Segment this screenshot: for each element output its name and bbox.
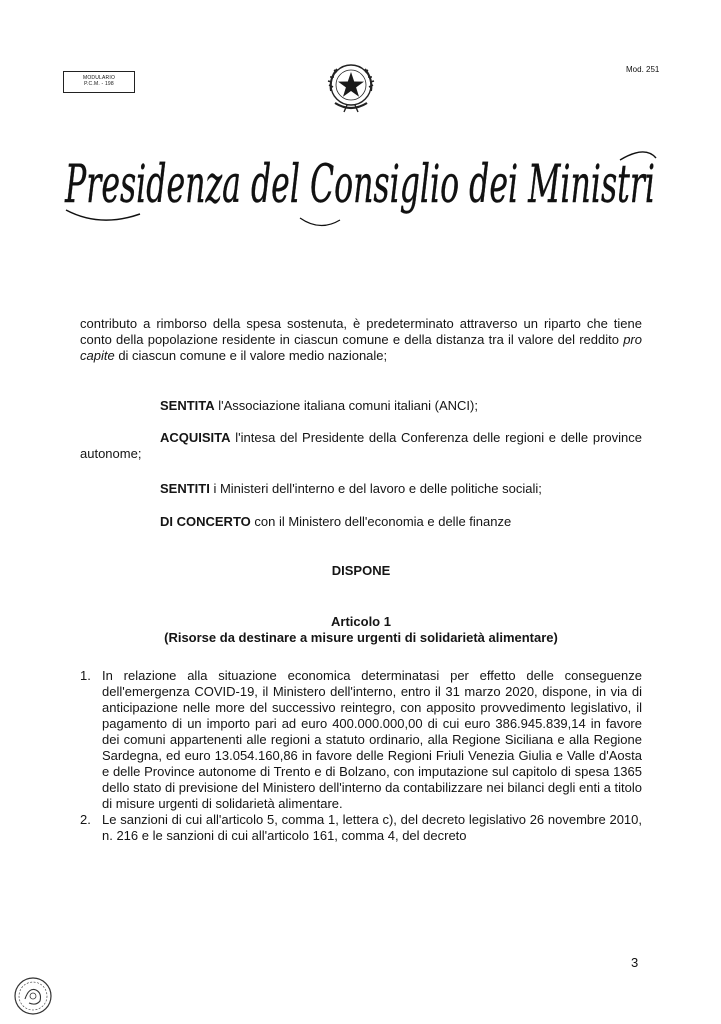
sentiti-text: i Ministeri dell'interno e del lavoro e delle politiche sociali;	[209, 481, 542, 496]
stamp-line-2: P.C.M. - 198	[84, 81, 114, 87]
article-subtitle	[80, 630, 642, 646]
sentita-text: l'Associazione italiana comuni italiani (ANCI);	[214, 398, 478, 413]
item-text: Le sanzioni di cui all'articolo 5, comma 1, lettera c), del decreto legislativo 26 novembre 2010, n. 216 e le sanzioni di cui all'articolo 161, comma 4, del decreto	[102, 812, 642, 843]
item-text: In relazione alla situazione economica determinatasi per effetto delle conseguenze dell'emergenza COVID-19, il Ministero dell'interno, entro il 31 marzo 2020, dispone, in via di anticipazione nelle more del successivo reintegro, con apposito provvedimento legislativo, il pagamento di un importo pari ad euro 400.000.000,00 di cui euro 386.945.839,14 in favore dei comuni appartenenti alle regioni a statuto ordinario, alla Regione Siciliana e alla Regione Sardegna, ed euro 13.054.160,86 in favore delle Regioni Friuli Venezia Giulia e Valle d'Aosta e delle Province autonome di Trento e di Bolzano, con imputazione sul capitolo di spesa 1365 dello stato di previsione del Ministero dell'interno da contabilizzare nei bilanci degli enti a titolo di misure urgenti di solidarietà alimentare.	[102, 668, 642, 811]
intro-italic: pro capite	[80, 332, 642, 363]
item-number: 2.	[80, 812, 91, 827]
modulario-stamp	[63, 71, 135, 93]
concerto-text: con il Ministero dell'economia e delle finanze	[250, 514, 512, 529]
dispone-heading	[80, 563, 642, 579]
intro-post: di ciascun comune e il valore medio nazionale;	[114, 348, 388, 363]
list-item	[80, 812, 642, 844]
italian-republic-emblem-icon	[323, 57, 379, 115]
round-seal-icon	[12, 975, 54, 1017]
concerto-keyword: DI CONCERTO	[160, 514, 251, 529]
sentita-keyword: SENTITA	[160, 398, 215, 413]
acquisita-text: l'intesa del Presidente della Conferenza delle regioni e delle province autonome;	[80, 430, 642, 461]
article-title	[80, 614, 642, 630]
sentita-paragraph	[80, 398, 642, 414]
concerto-paragraph	[80, 514, 642, 530]
acquisita-keyword: ACQUISITA	[160, 430, 231, 445]
list-item	[80, 668, 642, 812]
item-number: 1.	[80, 668, 91, 683]
article-items	[80, 668, 642, 844]
sentiti-keyword: SENTITI	[160, 481, 210, 496]
form-code: Mod. 251	[626, 65, 660, 74]
dispone-text: DISPONE	[331, 563, 391, 578]
sentiti-paragraph	[80, 481, 642, 497]
acquisita-paragraph	[80, 430, 642, 462]
masthead	[60, 140, 660, 230]
intro-paragraph	[80, 316, 642, 364]
page-number: 3	[631, 955, 639, 970]
article-subtitle-text: (Risorse da destinare a misure urgenti di solidarietà alimentare)	[164, 630, 558, 645]
article-title-text: Articolo 1	[331, 614, 391, 629]
stamp-line-1: MODULARIO	[82, 75, 116, 81]
intro-pre: contributo a rimborso della spesa sostenuta, è predeterminato attraverso un riparto che tiene conto della popolazione residente in ciascun comune e della distanza tra il valore del reddito	[80, 316, 642, 347]
masthead-text: Presidenza del Consiglio dei Ministri	[64, 155, 656, 215]
